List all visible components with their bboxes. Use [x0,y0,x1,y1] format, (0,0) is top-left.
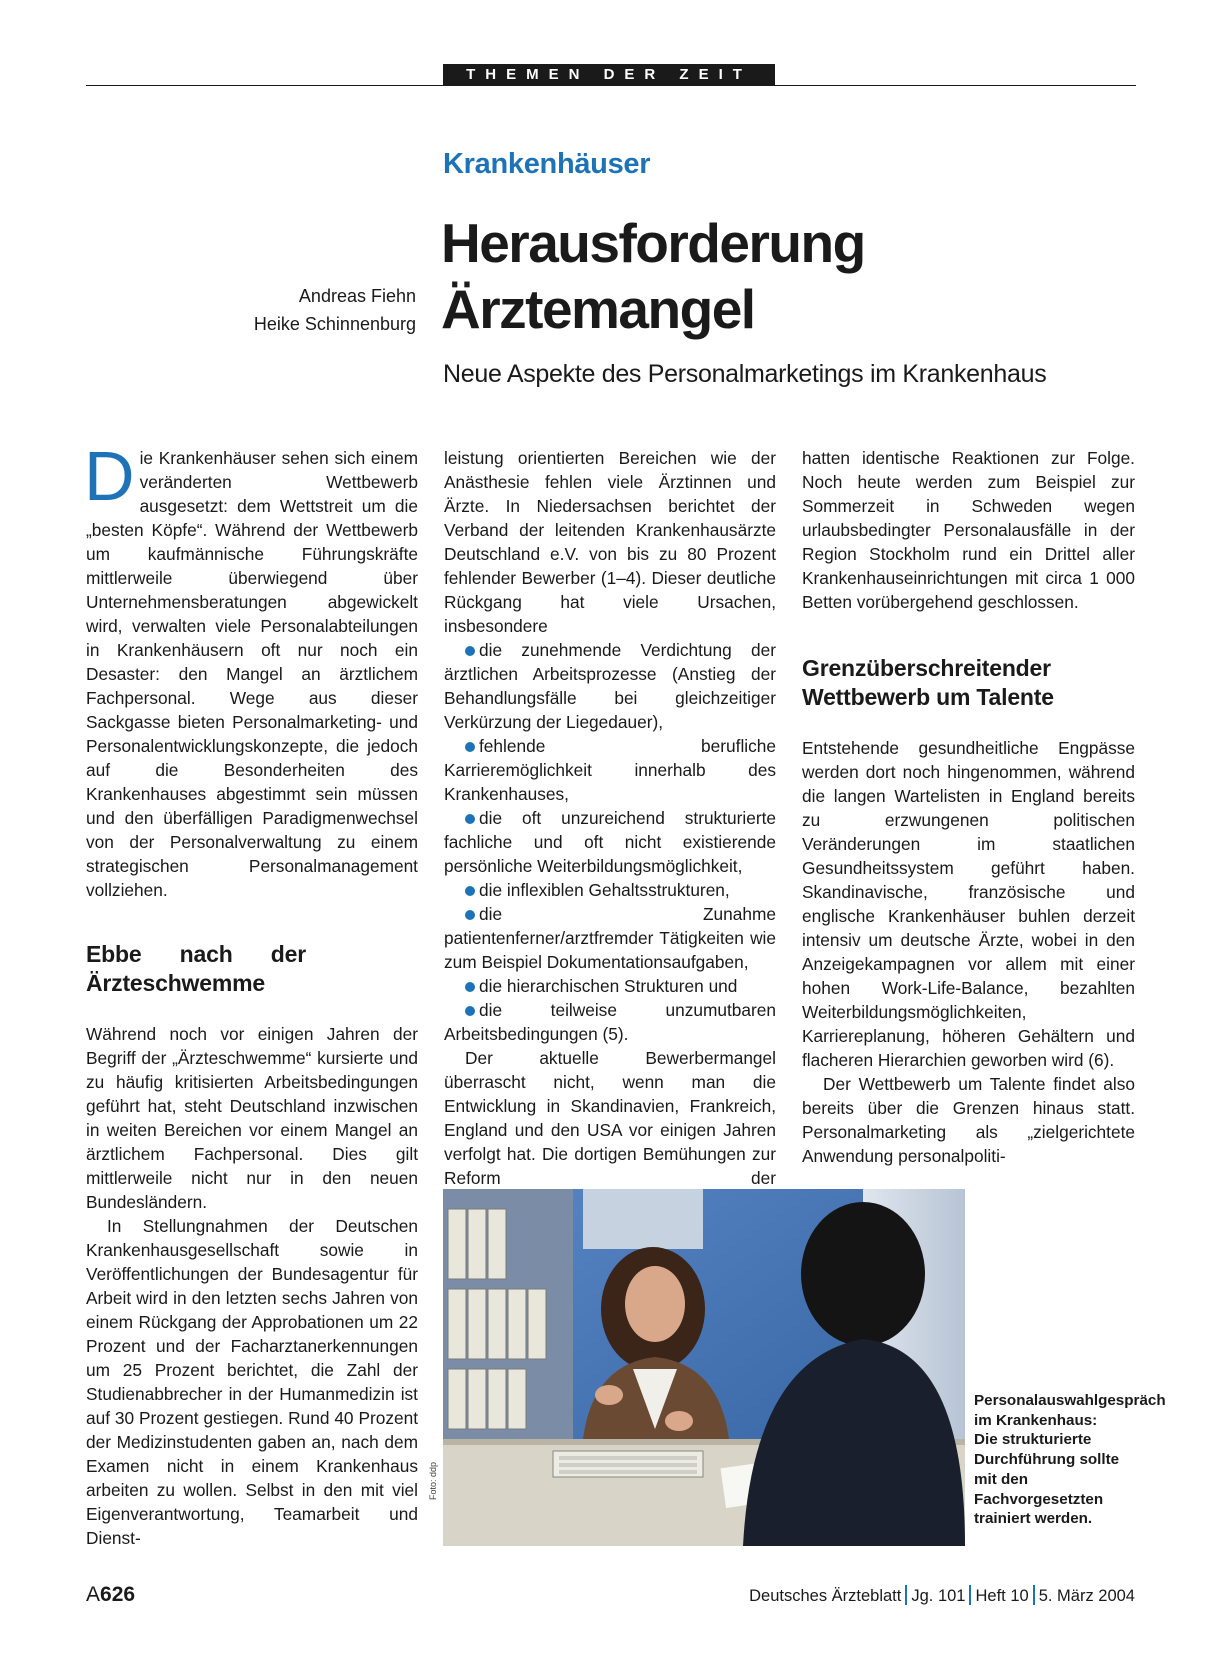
interview-scene-illustration [443,1189,965,1546]
headline-line-1: Herausforderung [441,212,865,274]
list-item [444,806,776,878]
photo-credit: Foto: ddp [428,1461,438,1500]
list-item-text: die zunehmende Verdichtung der ärztlichen Arbeitsprozesse (Anstieg der Behandlungsfälle bei gleichzeitiger Verkürzung der Liegedauer), [444,640,776,732]
bullet-icon [465,742,475,752]
list-item-text: fehlende berufliche Karrieremöglichkeit innerhalb des Krankenhauses, [444,736,776,804]
page-number-value: 626 [100,1583,136,1606]
page-prefix: A [86,1583,101,1606]
article-headline [441,210,865,342]
list-item-text: die hierarchischen Strukturen und [479,976,738,996]
paragraph: Während noch vor einigen Jahren der Begriff der „Ärzteschwemme“ kursierte und zu häufig kritisierten Arbeitsbedingungen geführt hat, steht Deutschland inzwischen in weiten Bereichen vor einem Mangel an ärztlichem Fachpersonal. Dies gilt mittlerweile nicht nur in den neuen Bundesländern. [86,1024,418,1212]
journal-footer [749,1585,1135,1606]
paragraph: Der Wettbewerb um Talente findet also bereits über die Grenzen hinaus statt. Personalmarketing als „zielgerichtete Anwendung personalpoliti- [802,1074,1135,1166]
bullet-icon [465,886,475,896]
bullet-icon [465,982,475,992]
paragraph: Der aktuelle Bewerbermangel überrascht nicht, wenn man die Entwicklung in Skandinavien, Frankreich, England und den USA vor einigen Jahren verfolgt hat. Die dortigen Bemühungen zur Reform der [444,1048,776,1188]
text-column-1 [84,437,418,1550]
author-name: Andreas Fiehn [298,286,416,306]
list-item [444,734,776,806]
paragraph: hatten identische Reaktionen zur Folge. Noch heute werden zum Beispiel zur Sommerzeit in Schweden wegen urlaubsbedingter Personalausfälle in der Region Stockholm rund ein Drittel aller Krankenhauseinrichtungen mit circa 1 000 Betten vorübergehend geschlossen. [802,448,1135,612]
list-item-text: die oft unzureichend strukturierte fachliche und oft nicht existierende persönliche Weiterbildungsmöglichkeit, [444,808,776,876]
author-block [254,282,416,338]
article-subtitle: Neue Aspekte des Personalmarketings im Krankenhaus [443,360,1047,388]
paragraph: Entstehende gesundheitliche Engpässe werden dort noch hingenommen, während die langen Wartelisten in England bereits zu erzwungenen politischen Veränderungen im staatlichen Gesundheitssystem geführt haben. Skandinavische, französische und englische Krankenhäuser buhlen derzeit intensiv um deutsche Ärzte, wobei in den Anzeigekampagnen vor allem mit einer hohen Work-Life-Balance, bezahlten Weiterbildungsmöglichkeiten, Karriereplanung, höheren Gehältern und flacheren Hierarchien geworben wird (6). [802,738,1135,1070]
bullet-icon [465,814,475,824]
page-number [86,1583,135,1607]
text-column-3 [802,446,1135,1168]
list-item [444,638,776,734]
list-item-text: die teilweise unzumutbaren Arbeitsbedingungen (5). [444,1000,776,1044]
journal-issue: Heft 10 [975,1587,1029,1605]
journal-name: Deutsches Ärzteblatt [749,1587,902,1605]
list-item [444,998,776,1046]
bullet-icon [465,646,475,656]
paragraph: In Stellungnahmen der Deutschen Krankenhausgesellschaft sowie in Veröffentlichungen der Bundesagentur für Arbeit wird in den letzten sechs Jahren von einem Rückgang der Approbationen um 22 Prozent und der Facharztanerkennungen um 25 Prozent berichtet, die Zahl der Studienabbrecher in der Humanmedizin ist auf 30 Prozent gestiegen. Rund 40 Prozent der Medizinstudenten gaben an, nach dem Examen nicht in einem Krankenhaus arbeiten zu wollen. Selbst in den mit viel Eigenverantwortung, Teamarbeit und Dienst- [86,1216,418,1548]
bullet-icon [465,1006,475,1016]
paragraph-text: ie Krankenhäuser sehen sich einem veränderten Wettbewerb ausgesetzt: dem Wettstreit um die „besten Köpfe“. Während der Wettbewerb um kaufmännische Führungskräfte mittlerweile überwiegend über Unternehmensberatungen abgewickelt wird, verwalten viele Personalabteilungen in Krankenhäusern oft nur noch ein Desaster: den Mangel an ärztlichem Fachpersonal. Wege aus dieser Sackgasse bieten Personalmarketing- und Personalentwicklungskonzepte, die jedoch auf die Besonderheiten des Krankenhauses abgestimmt sein müssen und den überfälligen Paradigmenwechsel von der Personalverwaltung zu einem strategischen Personalmanagement vollziehen. [86,448,418,900]
text-column-2 [444,446,776,1214]
section-heading: Grenzüberschreitender Wettbewerb um Talente [802,655,1054,710]
article-kicker: Krankenhäuser [443,148,651,180]
bullet-list [444,638,776,1046]
section-label: THEMEN DER ZEIT [443,64,775,85]
header-rule [86,85,1136,86]
bullet-icon [465,910,475,920]
journal-volume: Jg. 101 [911,1587,966,1605]
photo-caption: Personalauswahlgespräch im Krankenhaus: Die strukturierte Durchführung sollte mit den Fachvorgesetzten trainiert werden. [974,1392,1166,1528]
footer-separator [969,1585,971,1605]
journal-date: 5. März 2004 [1038,1587,1135,1605]
list-item [444,974,776,998]
list-item-text: die Zunahme patientenferner/arztfremder Tätigkeiten wie zum Beispiel Dokumentationsaufgaben, [444,904,776,972]
list-item-text: die inflexiblen Gehaltsstrukturen, [479,880,730,900]
article-photo [443,1189,965,1546]
author-name: Heike Schinnenburg [253,314,416,334]
list-item [444,878,776,902]
footer-separator [1033,1585,1035,1605]
footer-separator [905,1585,907,1605]
paragraph [84,437,418,902]
paragraph: leistung orientierten Bereichen wie der Anästhesie fehlen viele Ärztinnen und Ärzte. In Niedersachsen berichtet der Verband der leitenden Krankenhausärzte Deutschland e.V. von bis zu 80 Prozent fehlender Bewerber (1–4). Dieser deutliche Rückgang hat viele Ursachen, insbesondere [444,448,776,636]
list-item [444,902,776,974]
section-heading: Ebbe nach der Ärzteschwemme [86,941,306,996]
headline-line-2: Ärztemangel [441,278,755,340]
drop-cap: D [84,437,135,515]
